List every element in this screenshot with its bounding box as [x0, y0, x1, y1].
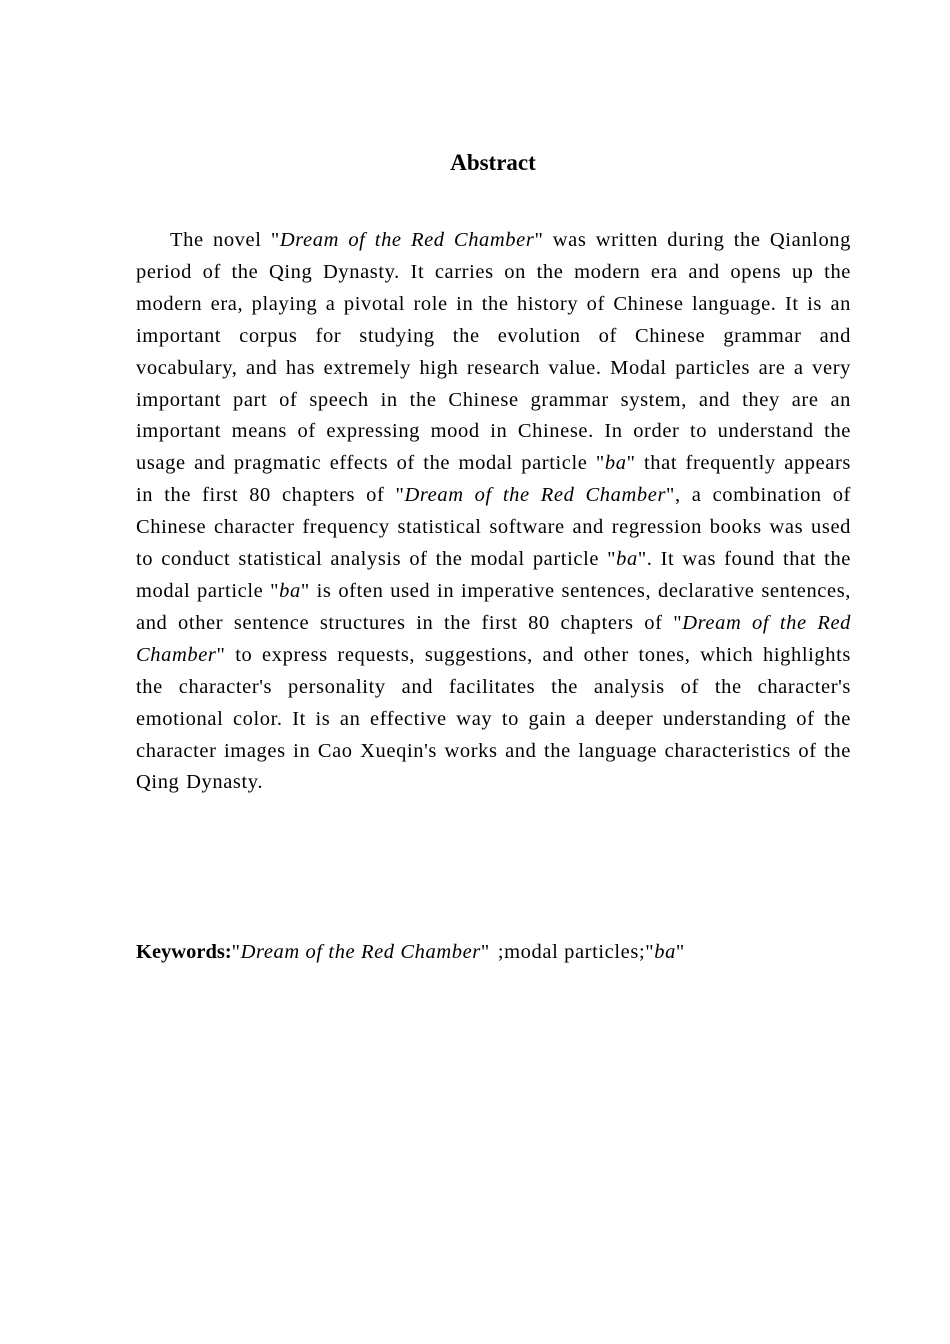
keyword-quote: " [480, 941, 490, 963]
abstract-text: " was written during the Qianlong period of the Qing Dynasty. It carries on the modern era and opens up the modern era, playing a pivotal role in the history of Chinese language. It is an important corpus for studying the evolution of Chinese grammar and vocabulary, and has extremely high research value. Modal particles are a very important part of speech in the Chinese grammar system, and they are an important means of expressing mood in Chinese. In order to understand the usage and pragmatic effects of the modal particle " [136, 229, 851, 475]
keywords-label: Keywords: [136, 941, 232, 963]
book-title: Dream of the Red Chamber [136, 611, 852, 666]
book-title: Dream of the Red Chamber [279, 229, 535, 251]
keywords-line [136, 936, 851, 968]
abstract-text: " to express requests, suggestions, and other tones, which highlights the character's personality and facilitates the analysis of the character's emotional color. It is an effective way to gain a deeper understanding of the character images in Cao Xueqin's works and the language characteristics of the Qing Dynasty. [136, 643, 851, 794]
abstract-text: The novel " [170, 229, 280, 251]
abstract-text: " that frequently appears in the first 80 chapters of " [136, 452, 852, 507]
particle-term: ba [604, 452, 627, 475]
keyword-book-title: Dream of the Red Chamber [240, 941, 481, 963]
keyword-text: ;modal particles;" [497, 941, 655, 963]
abstract-paragraph [136, 225, 851, 799]
abstract-text: ". It was found that the modal particle " [136, 548, 851, 602]
particle-term: ba [616, 548, 638, 571]
particle-term: ba [279, 579, 301, 602]
abstract-text: " is often used in imperative sentences, declarative sentences, and other sentence structures in the first 80 chapters of " [136, 579, 851, 634]
keyword-quote: " [675, 941, 685, 963]
keyword-quote: " [231, 941, 241, 963]
abstract-title: Abstract [450, 150, 536, 175]
keyword-particle: ba [654, 941, 676, 963]
abstract-text: ", a combination of Chinese character frequency statistical software and regression books was used to conduct statistical analysis of the modal particle " [136, 484, 851, 571]
book-title: Dream of the Red Chamber [404, 484, 667, 507]
